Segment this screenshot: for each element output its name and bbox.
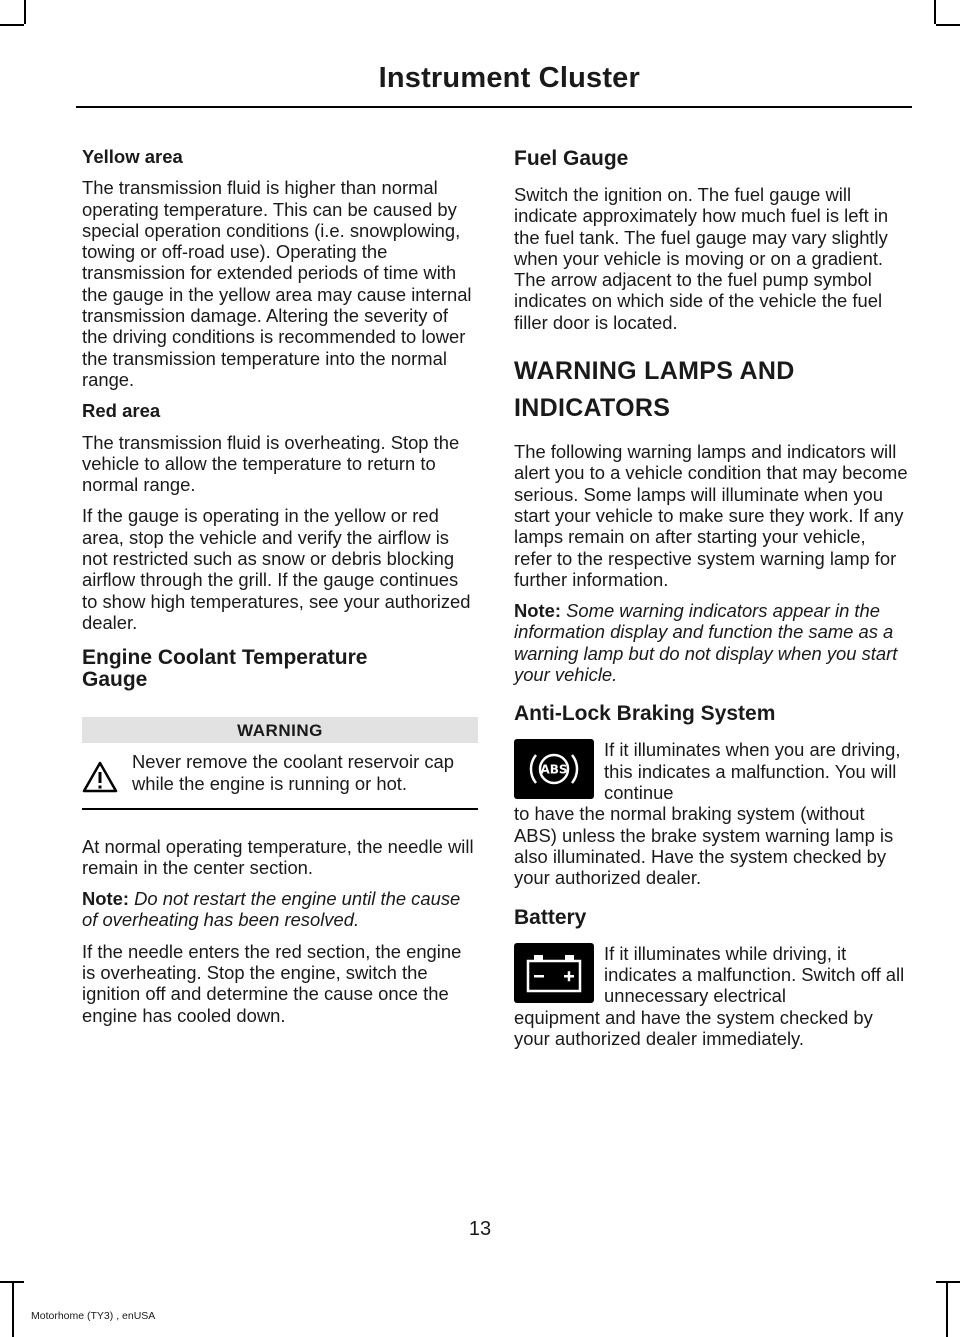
abs-lamp-block [514,739,908,803]
battery-text-intro: If it illuminates while driving, it indicates a malfunction. Switch off all unnecessary electrical [604,942,905,1007]
page-title: Instrument Cluster [378,62,640,94]
yellow-area-heading: Yellow area [82,146,183,167]
page-number: 13 [468,1218,492,1240]
note-label: Note: [82,888,129,910]
coolant-gauge-heading: Engine Coolant Temperature Gauge [82,646,368,692]
abs-lamp-icon [514,739,594,799]
crop-mark [946,1281,948,1337]
crop-mark [12,1281,14,1337]
warning-lamps-heading-line1: WARNING LAMPS AND [514,357,795,386]
crop-mark [24,0,26,24]
abs-text-intro: If it illuminates when you are driving, this indicates a malfunction. You will continue [604,739,901,803]
battery-lamp-icon [514,943,594,1003]
left-column [82,146,478,1036]
warning-lamps-heading-line2: INDICATORS [514,394,671,423]
warning-label: WARNING [82,717,478,743]
overheat-note [82,888,478,931]
battery-text-continued: equipment and have the system checked by your authorized dealer immediately. [514,1006,873,1049]
warning-body [82,751,478,809]
fuel-gauge-heading: Fuel Gauge [514,147,629,170]
note-label: Note: [514,600,561,622]
red-area-text: The transmission fluid is overheating. Stop the vehicle to allow the temperature to return to normal range. [82,431,460,496]
crop-mark [0,24,24,26]
crop-mark [936,24,960,26]
abs-icon-label: ABS [540,762,568,777]
red-area-heading: Red area [82,400,161,422]
footer-text: Motorhome (TY3) , enUSA [31,1310,156,1322]
abs-heading: Anti-Lock Braking System [514,702,776,726]
yellow-area-text: The transmission fluid is higher than normal operating temperature. This can be caused by special operation conditions (i.e. snowplowing, towing or off-road use). Operating the transmission for extended periods of time with the gauge in the yellow area may cause internal transmission damage. Altering the severity of the driving conditions is recommended to lower the transmission temperature into the normal range. [82,177,472,390]
warning-triangle-icon [82,751,132,797]
warning-lamps-heading [514,357,908,423]
battery-lamp-block [514,943,908,1007]
note-text: Some warning indicators appear in the information display and function the same as a warning lamp but do not display when you start your vehicle. [514,600,898,686]
note-text: Do not restart the engine until the cause of overheating has been resolved. [82,888,461,931]
warning-lamps-text: The following warning lamps and indicators will alert you to a vehicle condition that may become serious. Some lamps will illuminate when you start your vehicle to make sure they work. If any lamps remain on after starting your vehicle, refer to the respective system warning lamp for further information. [514,441,908,590]
crop-mark [936,1281,960,1283]
fuel-gauge-text: Switch the ignition on. The fuel gauge will indicate approximately how much fuel is left in the fuel tank. The fuel gauge may vary slightly when your vehicle is moving or on a gradient. The arrow adjacent to the fuel pump symbol indicates on which side of the vehicle the fuel filler door is located. [514,184,889,333]
header-divider [76,106,912,108]
red-section-text: If the needle enters the red section, the engine is overheating. Stop the engine, switch the ignition off and determine the cause once the engine has cooled down. [82,940,462,1026]
warning-lamps-note [514,600,908,685]
right-column [514,146,908,1059]
battery-heading: Battery [514,905,587,929]
warning-text: Never remove the coolant reservoir cap while the engine is running or hot. [132,751,454,794]
warning-box [82,717,478,809]
gauge-operating-text: If the gauge is operating in the yellow or red area, stop the vehicle and verify the airflow is not restricted such as snow or debris blocking airflow through the grill. If the gauge continues to show high temperatures, see your authorized dealer. [82,505,471,633]
crop-mark [934,0,936,24]
normal-temp-text: At normal operating temperature, the needle will remain in the center section. [82,835,474,878]
abs-text-continued: to have the normal braking system (without ABS) unless the brake system warning lamp is also illuminated. Have the system checked by your authorized dealer. [514,803,894,889]
